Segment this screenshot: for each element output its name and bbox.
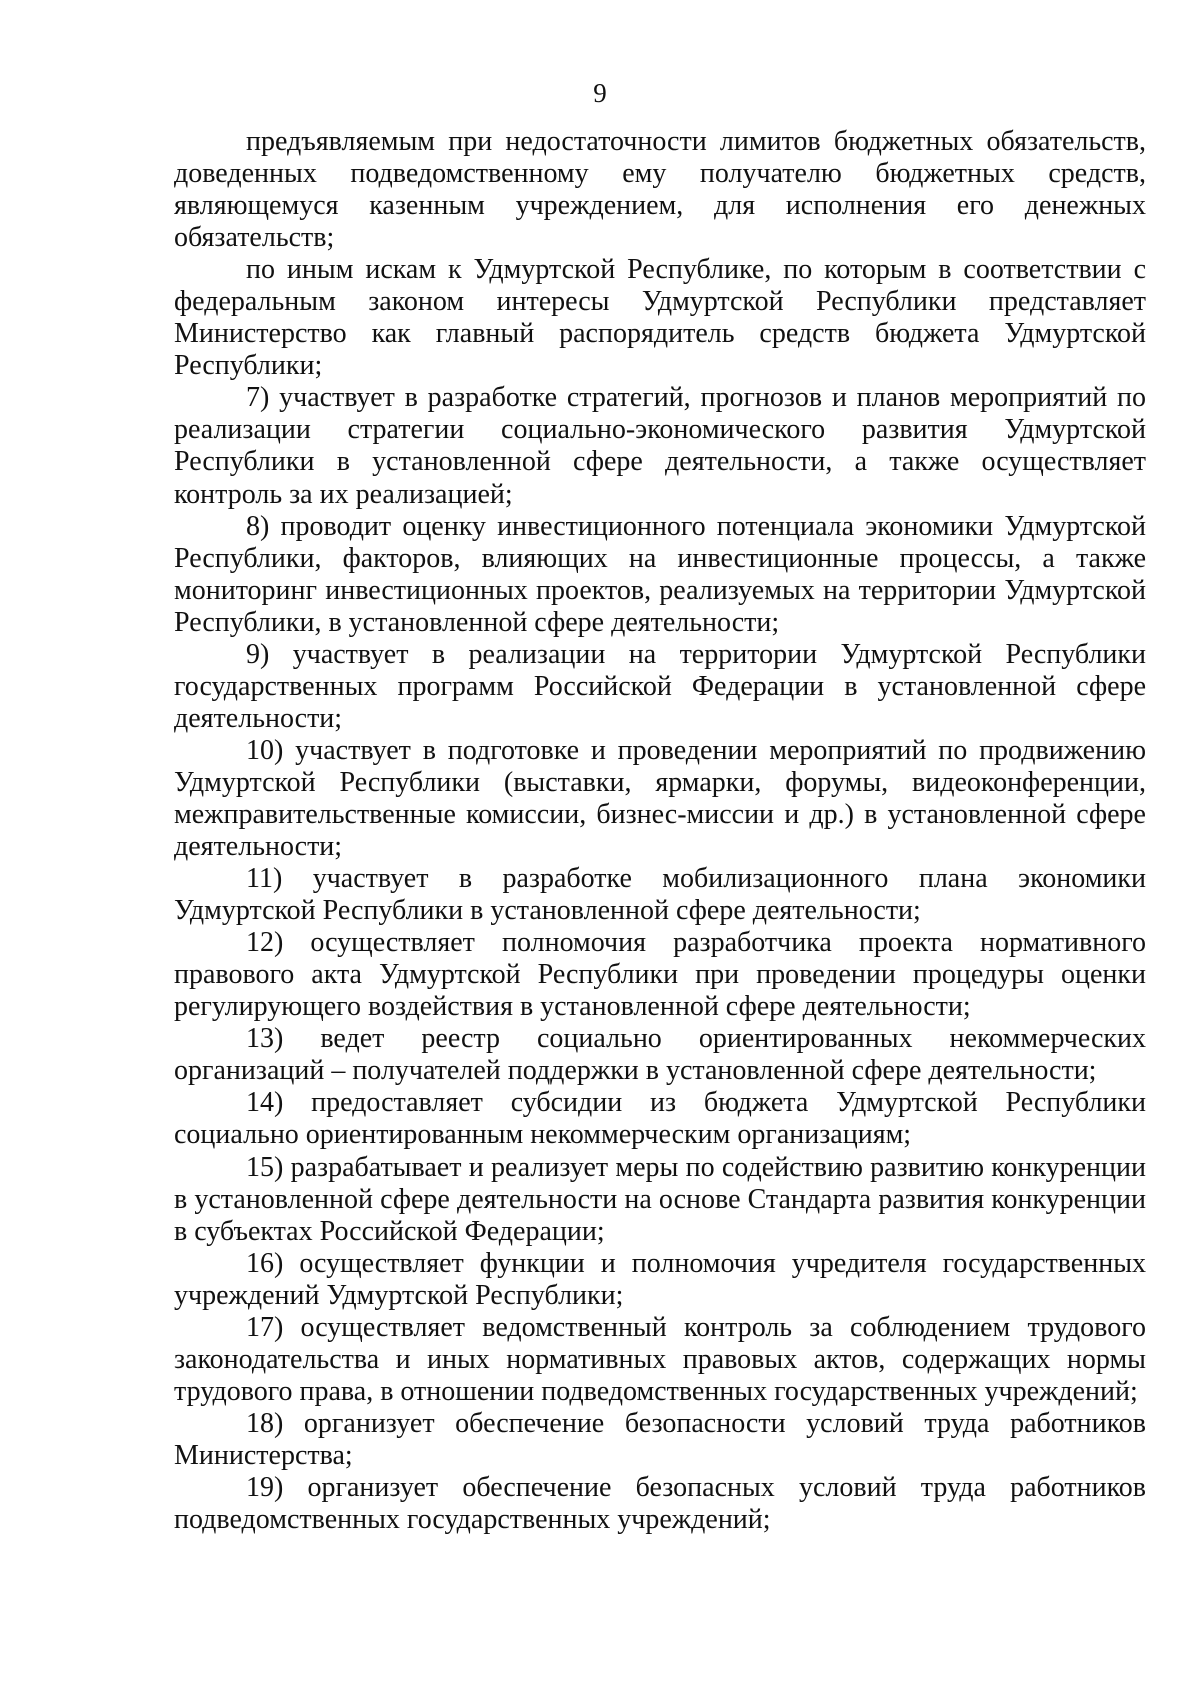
paragraph-item-8: 8) проводит оценку инвестиционного потенциала экономики Удмуртской Республики, факторов, влияющих на инвестиционные процессы, а также мониторинг инвестиционных проектов, реализуемых на территории Удмуртской Республики, в установленной сфере деятельности; [174,510,1146,638]
paragraph-item-14: 14) предоставляет субсидии из бюджета Удмуртской Республики социально ориентированным некоммерческим организациям; [174,1087,1146,1151]
paragraph-other-claims: по иным искам к Удмуртской Республике, по которым в соответствии с федеральным законом интересы Удмуртской Республики представляет Министерство как главный распорядитель средств бюджета Удмуртской Республики; [174,254,1146,382]
paragraph-item-10: 10) участвует в подготовке и проведении мероприятий по продвижению Удмуртской Республики (выставки, ярмарки, форумы, видеоконференции, межправительственные комиссии, бизнес-миссии и др.) в установленной сфере деятельности; [174,734,1146,863]
paragraph-item-13: 13) ведет реестр социально ориентированных некоммерческих организаций – получателей поддержки в установленной сфере деятельности; [174,1023,1146,1087]
paragraph-item-16: 16) осуществляет функции и полномочия учредителя государственных учреждений Удмуртской Республики; [174,1247,1146,1311]
paragraph-item-9: 9) участвует в реализации на территории Удмуртской Республики государственных программ Российской Федерации в установленной сфере деятельности; [174,638,1146,734]
paragraph-item-18: 18) организует обеспечение безопасности условий труда работников Министерства; [174,1407,1146,1471]
paragraph-item-11: 11) участвует в разработке мобилизационного плана экономики Удмуртской Республики в установленной сфере деятельности; [174,863,1146,927]
paragraph-budget-obligations: предъявляемым при недостаточности лимитов бюджетных обязательств, доведенных подведомственному ему получателю бюджетных средств, являющемуся казенным учреждением, для исполнения его денежных обязательств; [174,126,1146,254]
paragraph-item-7: 7) участвует в разработке стратегий, прогнозов и планов мероприятий по реализации стратегии социально-экономического развития Удмуртской Республики в установленной сфере деятельности, а также осуществляет контроль за их реализацией; [174,382,1146,510]
document-body [174,126,1146,1536]
page-number: 9 [593,78,607,108]
paragraph-item-12: 12) осуществляет полномочия разработчика проекта нормативного правового акта Удмуртской Республики при проведении процедуры оценки регулирующего воздействия в установленной сфере деятельности; [174,927,1146,1023]
paragraph-item-19: 19) организует обеспечение безопасных условий труда работников подведомственных государственных учреждений; [174,1471,1146,1536]
paragraph-item-17: 17) осуществляет ведомственный контроль за соблюдением трудового законодательства и иных нормативных правовых актов, содержащих нормы трудового права, в отношении подведомственных государственных учреждений; [174,1311,1146,1407]
paragraph-item-15: 15) разрабатывает и реализует меры по содействию развитию конкуренции в установленной сфере деятельности на основе Стандарта развития конкуренции в субъектах Российской Федерации; [174,1151,1146,1247]
